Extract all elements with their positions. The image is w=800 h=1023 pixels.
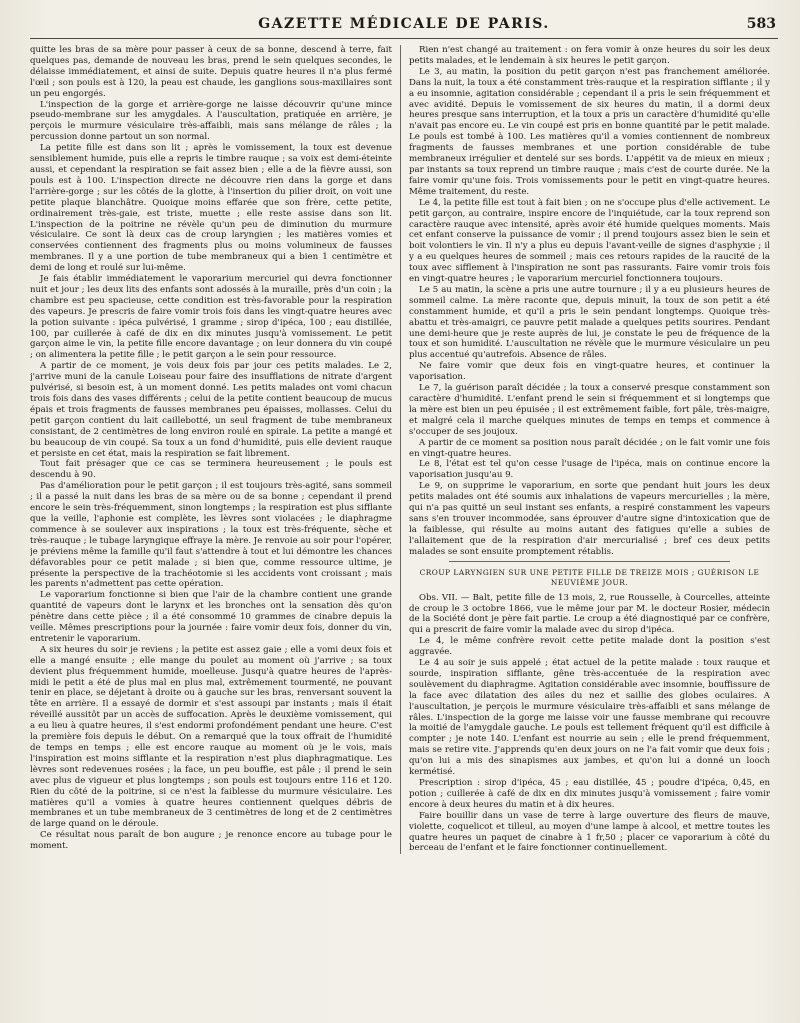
paragraph: Le 7, la guérison paraît décidée ; la toux a conservé presque constamment son caractère d'humidité. L'enfant prend le sein si fréquemment et si longtemps que la mère est bien un peu épuisée ; il est extrêmement faible, fort pâle, très-maigre, et malgré cela il marche quelques minutes de temps en temps et commence à s'occuper de ses joujoux.	[409, 383, 770, 437]
section-rule	[449, 561, 730, 562]
paragraph: Tout fait présager que ce cas se terminera heureusement ; le pouls est descendu à 90.	[30, 459, 392, 481]
paragraph: Obs. VII. — Balt, petite fille de 13 mois, 2, rue Rousselle, à Courcelles, atteinte de croup le 3 octobre 1866, vue le même jour par M. le docteur Rosier, médecin de la Société dont je père fait partie. Le croup a été diagnostiqué par ce confrère, qui a prescrit de faire vomir la malade avec du sirop d'ipéca.	[409, 592, 770, 636]
text-columns	[30, 45, 778, 854]
paragraph: La petite fille est dans son lit ; après le vomissement, la toux est devenue sensiblement humide, puis elle a repris le timbre rauque ; sa voix est demi-éteinte aussi, et cependant la respiration se fait assez bien ; elle a de la fièvre aussi, son pouls est à 100. L'inspection directe ne découvre rien dans la gorge et dans l'arrière-gorge ; sur les côtés de la glotte, à l'insertion du pilier droit, on voit une petite plaque blanchâtre. Quoique moins effarée que son frère, cette petite, ordinairement très-gaie, est triste, muette ; elle reste assise dans son lit. L'inspection de la poitrine ne révèle qu'un peu de diminution du murmure vésiculaire. Ce sont là deux cas de croup laryngien ; les matières vomies et conservées contiennent des fragments plus ou moins volumineux de fausses membranes. Il y a une portion de tube membraneux qui a bien 1 centimètre et demi de long et roulé sur lui-même.	[30, 143, 392, 274]
paragraph: Je fais établir immédiatement le vaporarium mercuriel qui devra fonctionner nuit et jour ; les deux lits des enfants sont adossés à la muraille, près d'un coin ; la chambre est peu spacieuse, cette condition est très-favorable pour la respiration des vapeurs. Je prescris de faire vomir trois fois dans les vingt-quatre heures avec la potion suivante : ipéca pulvérisé, 1 gramme ; sirop d'ipéca, 100 ; eau distillée, 100, par cuillerée à café de dix en dix minutes jusqu'à vomissement. Le petit garçon aime le vin, la petite fille encore davantage ; on leur donnera du vin coupé ; on alimentera la petite fille ; le petit garçon a le sein pour ressource.	[30, 274, 392, 361]
section-title: CROUP LARYNGIEN SUR UNE PETITE FILLE DE TREIZE MOIS ; GUÉRISON LE NEUVIÈME JOUR.	[419, 567, 760, 587]
paragraph: L'inspection de la gorge et arrière-gorge ne laisse découvrir qu'une mince pseudo-membrane sur les amygdales. A l'auscultation, pratiquée en arrière, je perçois le murmure vésiculaire très-affaibli, mais sans mélange de râles ; la percussion donne partout un son normal.	[30, 99, 392, 143]
paragraph: Rien n'est changé au traitement : on fera vomir à onze heures du soir les deux petits malades, et le lendemain à six heures le petit garçon.	[409, 45, 770, 66]
paragraph: Le 4 au soir je suis appelé ; état actuel de la petite malade : toux rauque et sourde, inspiration sifflante, gêne très-accentuée de la respiration avec soulèvement du diaphragme. Agitation considérable avec insomnie, bouffissure de la face avec dilatation des ailes du nez et saillie des globes oculaires. A l'auscultation, je perçois le murmure vésiculaire très-affaibli et sans mélange de râles. L'inspection de la gorge me laisse voir une fausse membrane qui recouvre la moitié de l'amygdale gauche. Le pouls est tellement fréquent qu'il est difficile à compter ; je note 140. L'enfant est nourrie au sein ; elle le prend fréquemment, mais se retire vite. J'apprends qu'en deux jours on ne l'a fait vomir que deux fois ; qu'on lui a mis des sinapismes aux jambes, et qu'on lui a donné un looch kermétisé.	[409, 658, 770, 778]
paragraph: Le 4, la petite fille est tout à fait bien ; on ne s'occupe plus d'elle activement. Le petit garçon, au contraire, inspire encore de l'inquiétude, car la toux reprend son caractère rauque avec intensité, après avoir été humide quelques moments. Mais cet enfant conserve la puissance de vomir ; il prend toujours assez bien le sein et boit volontiers le vin. Il n'y a plus eu depuis l'avant-veille de signes d'asphyxie ; il y a eu quelques heures de sommeil ; mais ces retours rapides de la raucité de la toux avec sifflement à l'inspiration ne sont pas rassurants. Faire vomir trois fois en vingt-quatre heures ; le vaporarium mercuriel fonctionnera toujours.	[409, 197, 770, 285]
paragraph: Prescription : sirop d'ipéca, 45 ; eau distillée, 45 ; poudre d'ipéca, 0,45, en potion ; cuillerée à café de dix en dix minutes jusqu'à vomissement ; faire vomir encore à deux heures du matin et à dix heures.	[409, 778, 770, 810]
publication-title: GAZETTE MÉDICALE DE PARIS.	[258, 16, 550, 32]
paragraph: quitte les bras de sa mère pour passer à ceux de sa bonne, descend à terre, fait quelques pas, demande de nouveau les bras, prend le sein quelques secondes, le délaisse immédiatement, et ainsi de suite. Depuis quatre heures il n'a plus fermé l'œil ; son pouls est à 120, la peau est chaude, les ganglions sous-maxillaires sont un peu engorgés.	[30, 45, 392, 99]
paragraph: Le 5 au matin, la scène a pris une autre tournure ; il y a eu plusieurs heures de sommeil calme. La mère raconte que, depuis minuit, la toux de son petit a été constamment humide, et qu'il a pris le sein pendant longtemps. Quoique très-abattu et très-amaigri, ce pauvre petit malade a quelques petits sourires. Pendant une demi-heure que je reste auprès de lui, je constate le peu de fréquence de la toux et son humidité. L'auscultation ne révèle que le murmure vésiculaire un peu plus accentué qu'autrefois. Absence de râles.	[409, 284, 770, 361]
paragraph: Pas d'amélioration pour le petit garçon ; il est toujours très-agité, sans sommeil ; il a passé la nuit dans les bras de sa mère ou de sa bonne ; cependant il prend encore le sein très-fréquemment, sinon longtemps ; la respiration est plus sifflante que la veille, l'aphonie est complète, les lèvres sont violacées ; le diaphragme commence à se soulever aux inspirations ; la toux est très-fréquente, sèche et très-rauque ; le tubage laryngique effraye la mère. Je renvoie au soir pour l'opérer, je préviens même la famille qu'il faut s'attendre à tout et lui démontre les chances défavorables pour ce petit malade ; si bien que, comme ressource ultime, je présente la perspective de la trachéotomie si les accidents vont croissant ; mais les parents n'admettent pas cette opération.	[30, 481, 392, 590]
paragraph: A partir de ce moment sa position nous paraît décidée ; on le fait vomir une fois en vingt-quatre heures.	[409, 437, 770, 459]
left-column	[30, 45, 400, 854]
paragraph: A six heures du soir je reviens ; la petite est assez gaie ; elle a vomi deux fois et elle a mangé ensuite ; elle mange du poulet au moment où j'arrive ; sa toux devient plus fréquemment humide, moelleuse. Jusqu'à quatre heures de l'après-midi le petit a été de plus mal en plus mal, extrêmement tourmenté, ne pouvant tenir en place, se déjetant à droite ou à gauche sur les bras, renversant souvent la tête en arrière. Il a essayé de dormir et s'est assoupi par instants ; mais il était réveillé aussitôt par un accès de suffocation. Après le deuxième vomissement, qui a eu lieu à quatre heures, il s'est endormi profondément pendant une heure. C'est la première fois depuis le début. On a remarqué que la toux offrait de l'humidité de temps en temps ; elle est encore rauque au moment où je le vois, mais l'inspiration est moins sifflante et la respiration n'est plus diaphragmatique. Les lèvres sont redevenues rosées ; la face, un peu bouffie, est pâle ; il prend le sein avec plus de vigueur et plus longtemps ; son pouls est toujours entre 116 et 120. Rien du côté de la poitrine, si ce n'est la faiblesse du murmure vésiculaire. Les matières qu'il a vomies à quatre heures contiennent quelques débris de membranes et un tube membraneux de 3 centimètres de long et de 2 centimètres de large quand on le déroule.	[30, 644, 392, 830]
paragraph: Ce résultat nous paraît de bon augure ; je renonce encore au tubage pour le moment.	[30, 830, 392, 852]
paragraph: A partir de ce moment, je vois deux fois par jour ces petits malades. Le 2, j'arrive muni de la canule Loiseau pour faire des insufflations de nitrate d'argent pulvérisé, si besoin est, à un moment donné. Les petits malades ont vomi chacun trois fois dans des vases différents ; celui de la petite contient beaucoup de mucus épais et trois fragments de fausses membranes peu épaisses, mollasses. Celui du petit garçon contient du lait caillebotté, un seul fragment de tube membraneux consistant, de 2 centimètres de long environ roulé en spirale. La petite a mangé et bu beaucoup de vin coupé. Sa toux a un fond d'humidité, puis elle devient rauque et persiste en cet état, mais la respiration se fait librement.	[30, 361, 392, 459]
page-header	[30, 14, 778, 39]
paragraph: Faire bouillir dans un vase de terre à large ouverture des fleurs de mauve, violette, coquelicot et tilleul, au moyen d'une lampe à alcool, et mettre toutes les quatre heures un paquet de cinabre à 1 fr,50 ; placer ce vaporarium à côté du berceau de l'enfant et le faire fonctionner continuellement.	[409, 810, 770, 854]
paragraph: Ne faire vomir que deux fois en vingt-quatre heures, et continuer la vaporisation.	[409, 361, 770, 383]
paragraph: Le 4, le même confrère revoit cette petite malade dont la position s'est aggravée.	[409, 636, 770, 658]
right-column	[400, 45, 770, 854]
page-number: 583	[746, 16, 776, 32]
paragraph: Le 3, au matin, la position du petit garçon n'est pas franchement améliorée. Dans la nuit, la toux a été constamment très-rauque et la respiration sifflante ; il y a eu insomnie, agitation considérable ; cependant il a pris le sein fréquemment et avec avidité. Depuis le vomissement de six heures du matin, il a dormi deux heures presque sans interruption, et la toux a pris un caractère d'humidité qu'elle n'avait pas encore eu. Le vin coupé est pris en bonne quantité par le petit malade. Le pouls est tombé à 100. Les matières qu'il a vomies contiennent de nombreux fragments de fausses membranes et une portion considérable de tube membraneux irrégulier et dentelé sur ses bords. L'appétit va de mieux en mieux ; par instants sa toux reprend un timbre rauque ; mais c'est de courte durée. Ne la faire vomir qu'une fois. Trois vomissements pour le petit en vingt-quatre heures. Même traitement, du reste.	[409, 66, 770, 197]
paragraph: Le vaporarium fonctionne si bien que l'air de la chambre contient une grande quantité de vapeurs dont le larynx et les bronches ont la sensation dès qu'on pénètre dans cette pièce ; il a été consommé 10 grammes de cinabre depuis la veille. Mêmes prescriptions pour la journée : faire vomir deux fois, donner du vin, entretenir le vaporarium.	[30, 590, 392, 644]
paragraph: Le 8, l'état est tel qu'on cesse l'usage de l'ipéca, mais on continue encore la vaporisation jusqu'au 9.	[409, 459, 770, 481]
paragraph: Le 9, on supprime le vaporarium, en sorte que pendant huit jours les deux petits malades ont été soumis aux inhalations de vapeurs mercurielles ; la mère, qui n'a pas quitté un seul instant ses enfants, a respiré constamment les vapeurs sans s'en trouver incommodée, sans éprouver d'autre signe d'intoxication que de la faiblesse, qui résulte au moins autant des fatigues qu'elle a subies de l'allaitement que de la respiration d'air mercurialisé ; bref ces deux petits malades se sont ensuite promptement rétablis.	[409, 481, 770, 557]
